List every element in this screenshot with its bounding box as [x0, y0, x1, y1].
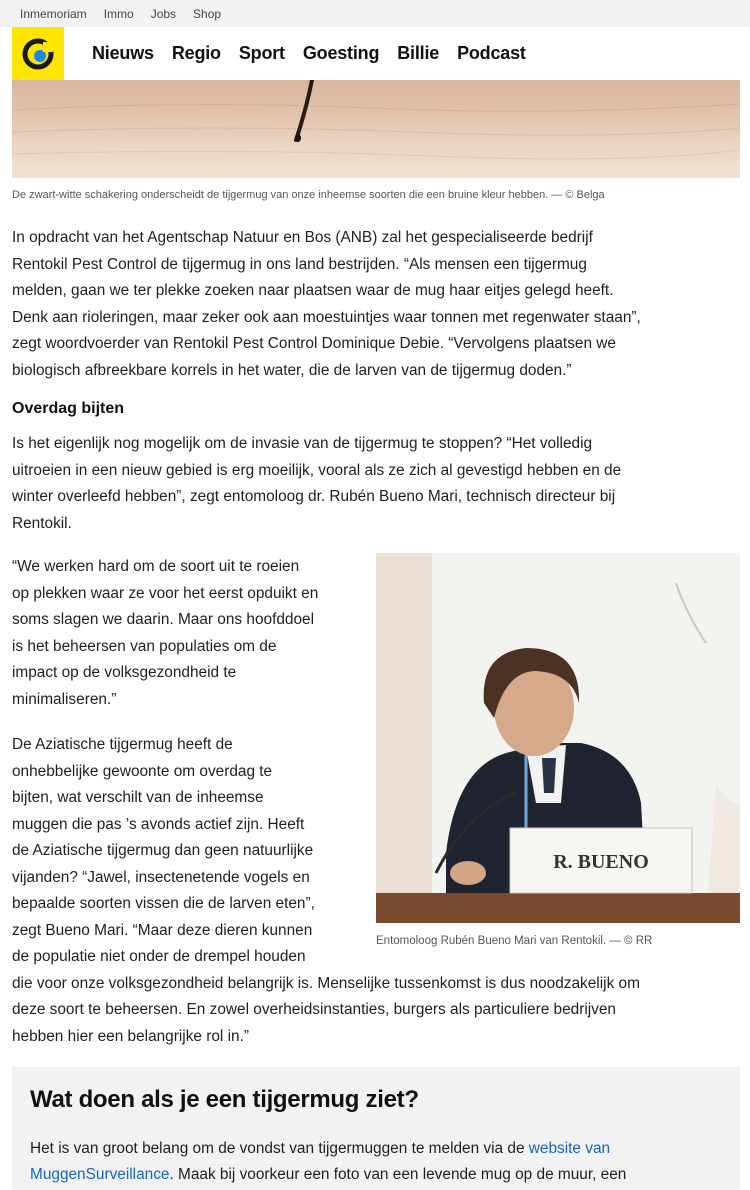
nav-item-goesting[interactable]: Goesting	[302, 43, 380, 63]
text-line: zegt Bueno Mari. “Maar deze dieren kunnen	[12, 921, 313, 939]
text-line: is het beheersen van populaties om de	[12, 637, 277, 655]
speaker-illustration	[376, 553, 740, 923]
topbar-link-inmemoriam[interactable]: Inmemoriam	[20, 6, 87, 21]
nav-item-nieuws[interactable]: Nieuws	[92, 43, 154, 63]
article-paragraph-3	[12, 554, 318, 713]
nameplate-text: R. BUENO	[553, 851, 649, 873]
muggensurveillance-link-part1[interactable]: website van	[528, 1140, 611, 1157]
info-box	[12, 1067, 740, 1190]
text-line: Rentokil Pest Control de tijgermug in ons land bestrijden. “Als mensen een tijgermug	[12, 255, 587, 273]
text-line: op plekken waar ze voor het eerst opduikt en	[12, 584, 319, 602]
text-line: winter overleefd hebben”, zegt entomoloog dr. Rubén Bueno Mari, technisch directeur bij	[12, 488, 616, 505]
info-box-body	[30, 1136, 626, 1188]
info-box-title: Wat doen als je een tijgermug ziet?	[30, 1086, 419, 1113]
topbar-link-shop[interactable]: Shop	[193, 6, 222, 21]
text-line: hebben hier een belangrijke rol in.”	[12, 1027, 249, 1045]
text-line: die voor onze volksgezondheid belangrijk is. Menselijke tussenkomst is dus noodzakelijk om	[12, 974, 640, 992]
nav-item-sport[interactable]: Sport	[238, 43, 285, 63]
subheading: Overdag bijten	[12, 400, 125, 417]
topbar-link-immo[interactable]: Immo	[103, 6, 134, 21]
top-utility-bar	[0, 0, 750, 27]
text-line	[30, 1162, 626, 1188]
info-text: . Maak bij voorkeur een foto van een levende mug op de muur, een	[169, 1166, 627, 1183]
text-line: minimaliseren.”	[12, 690, 117, 708]
hero-image	[12, 80, 740, 178]
photo-caption: Entomoloog Rubén Bueno Mari van Rentokil. — © RR	[376, 935, 653, 947]
text-line: onhebbelijke gewoonte om overdag te	[12, 762, 273, 780]
info-text: Het is van groot belang om de vondst van tijgermuggen te melden via de	[30, 1140, 529, 1157]
text-line: de populatie niet onder de drempel houden	[12, 948, 306, 965]
text-line: deze soort te beheersen. En zowel overheidsinstanties, burgers als particuliere bedrijven	[12, 1001, 616, 1018]
nav-item-regio[interactable]: Regio	[171, 43, 221, 63]
site-logo[interactable]	[12, 27, 64, 80]
hero-caption: De zwart-witte schakering onderscheidt de tijgermug van onze inheemse soorten die een bruine kleur hebben. — © Belga	[12, 189, 605, 201]
mosquito-skin-illustration	[12, 80, 740, 178]
logo-icon	[21, 37, 55, 71]
nav-items	[92, 27, 544, 80]
text-line: bepaalde soorten vissen die de larven eten”,	[12, 895, 315, 912]
text-line: Is het eigenlijk nog mogelijk om de invasie van de tijgermug te stoppen? “Het volledig	[12, 435, 593, 452]
text-line: biologisch afbreekbare korrels in het water, die de larven van de tijgermug doden.”	[12, 361, 572, 379]
text-line: impact op de volksgezondheid te	[12, 664, 237, 681]
text-line: Rentokil.	[12, 514, 72, 532]
text-line: uitroeien in een nieuw gebied is erg moeilijk, vooral als ze zich al gevestigd hebben en de	[12, 461, 622, 479]
article-paragraph-1	[12, 225, 641, 384]
article-paragraph-2	[12, 431, 621, 537]
text-line: vijanden? “Jawel, insectenetende vogels en	[12, 868, 310, 886]
text-line: muggen die pas ’s avonds actief zijn. Heeft	[12, 815, 305, 833]
text-line: “We werken hard om de soort uit te roeien	[12, 558, 300, 575]
main-navigation	[0, 27, 750, 80]
text-line: de Aziatische tijgermug dan geen natuurlijke	[12, 842, 314, 859]
nav-item-podcast[interactable]: Podcast	[457, 43, 526, 63]
nav-item-billie[interactable]: Billie	[397, 43, 440, 63]
text-line: zegt woordvoerder van Rentokil Pest Control Dominique Debie. “Vervolgens plaatsen we	[12, 335, 616, 352]
text-line	[30, 1136, 626, 1162]
muggensurveillance-link-part2[interactable]: MuggenSurveillance	[30, 1166, 170, 1183]
text-line: soms slagen we daarin. Maar ons hoofddoel	[12, 611, 315, 628]
text-line: De Aziatische tijgermug heeft de	[12, 736, 233, 753]
text-line: In opdracht van het Agentschap Natuur en Bos (ANB) zal het gespecialiseerde bedrijf	[12, 229, 593, 246]
text-line: bijten, wat verschilt van de inheemse	[12, 789, 264, 806]
text-line: melden, gaan we ter plekke zoeken naar plaatsen waar de mug haar eitjes gelegd heeft.	[12, 282, 614, 299]
topbar-link-jobs[interactable]: Jobs	[150, 6, 177, 21]
text-line: Denk aan rioleringen, maar zeker ook aan moestuintjes waar tonnen met regenwater staan”,	[12, 308, 641, 326]
speaker-photo	[376, 553, 740, 923]
